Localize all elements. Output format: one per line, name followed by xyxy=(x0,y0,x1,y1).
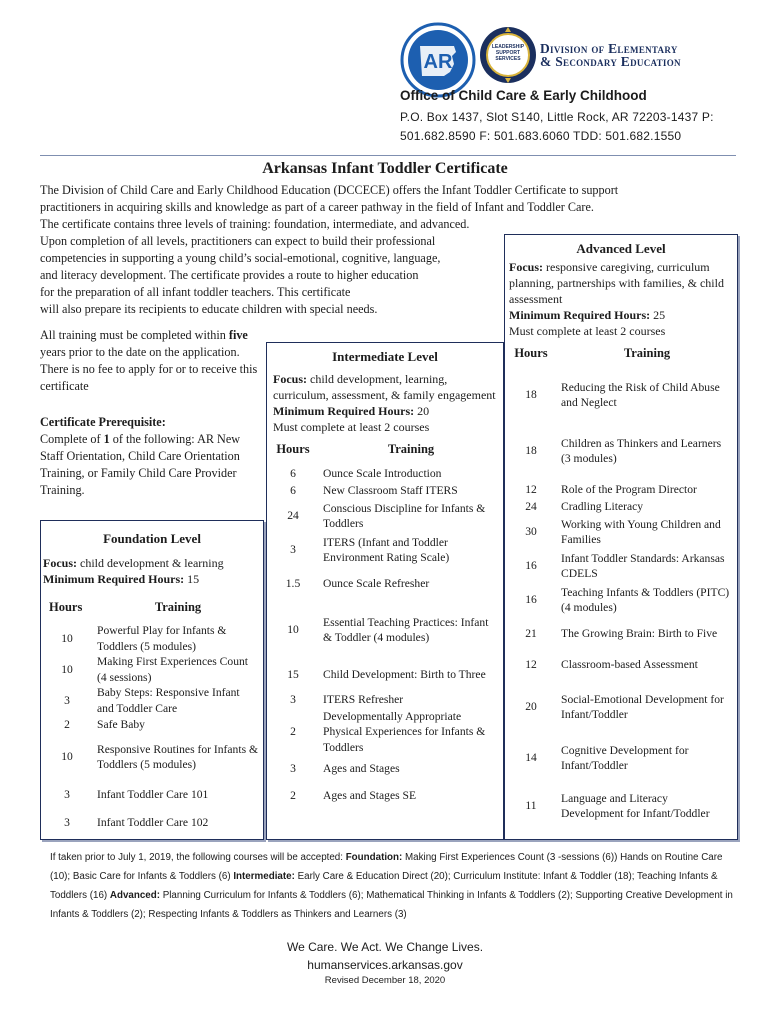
row-hours: 3 xyxy=(290,762,296,776)
table-row xyxy=(41,716,263,733)
prerequisite-count: 1 xyxy=(103,432,110,446)
intermediate-focus xyxy=(267,371,503,403)
table-row xyxy=(41,781,263,809)
intro-line: and literacy development. The certificate provides a route to higher education xyxy=(40,268,419,282)
intermediate-table xyxy=(267,435,503,810)
hours-header: Hours xyxy=(276,442,310,457)
table-row xyxy=(41,809,263,837)
row-hours: 2 xyxy=(290,789,296,803)
table-row xyxy=(505,481,737,498)
table-row xyxy=(505,781,737,831)
table-header-row xyxy=(267,435,503,465)
legacy-courses-footnote xyxy=(50,848,740,924)
row-training: Working with Young Children and Families xyxy=(561,517,721,546)
division-name xyxy=(540,42,681,68)
row-training: Conscious Discipline for Infants & Toddlers xyxy=(323,501,486,530)
division-line-1: Division of Elementary xyxy=(540,41,678,56)
completion-text: All training must be completed within xyxy=(40,328,229,342)
leadership-support-logo xyxy=(478,22,538,88)
table-row xyxy=(505,515,737,549)
row-training: Infant Toddler Care 102 xyxy=(97,816,209,830)
minimum-hours: 20 xyxy=(414,404,430,418)
row-hours: 6 xyxy=(290,483,296,497)
row-training: Powerful Play for Infants & Toddlers (5 modules) xyxy=(97,624,227,653)
prerequisite-heading: Certificate Prerequisite: xyxy=(40,415,166,429)
row-hours: 3 xyxy=(64,788,70,802)
footer-website-link[interactable]: humanservices.arkansas.gov xyxy=(307,958,463,972)
footnote-text: Making First Experiences Count (3 -sessions (6)) Hands on Routine Care (10); Basic Care for Infants & Toddlers (6) xyxy=(50,852,723,882)
intro-line: for the preparation of all infant toddler teachers. This certificate xyxy=(40,285,351,299)
row-training: Ages and Stages xyxy=(323,762,400,776)
intro-line: The Division of Child Care and Early Childhood Education (DCCECE) offers the Infant Toddler Certificate to support xyxy=(40,183,619,197)
training-header: Training xyxy=(623,346,671,361)
row-training: Reducing the Risk of Child Abuse and Neglect xyxy=(561,380,720,409)
focus-label: Focus: xyxy=(43,556,77,570)
row-hours: 1.5 xyxy=(285,577,301,591)
row-hours: 3 xyxy=(64,693,70,707)
table-header-row xyxy=(41,593,263,623)
row-hours: 10 xyxy=(61,750,73,764)
row-hours: 10 xyxy=(287,623,299,637)
minimum-label: Minimum Required Hours: xyxy=(509,308,651,322)
prerequisite-text: Complete of xyxy=(40,432,104,446)
table-row xyxy=(267,659,503,691)
table-row xyxy=(267,756,503,782)
footnote-foundation-label: Foundation: xyxy=(345,852,403,863)
row-training: New Classroom Staff ITERS xyxy=(323,483,458,497)
row-training: Safe Baby xyxy=(97,717,145,731)
table-row xyxy=(267,782,503,810)
row-training: Children as Thinkers and Learners (3 modules) xyxy=(561,436,722,465)
row-training: Infant Toddler Standards: Arkansas CDELS xyxy=(561,551,725,580)
certificate-prerequisite xyxy=(40,414,262,499)
intro-line: practitioners in acquiring skills and knowledge as part of a career pathway in the field of Infant and Toddler Care. xyxy=(40,200,594,214)
office-address: P.O. Box 1437, Slot S140, Little Rock, AR 72203-1437 P: 501.682.8590 F: 501.683.6060 TDD: 501.682.1550 xyxy=(400,110,714,143)
footnote-text: Early Care & Education Direct (20); Curriculum Institute: Infant & Toddler (18); Teaching Infants & Toddlers (16) xyxy=(50,871,718,901)
row-hours: 10 xyxy=(61,662,73,676)
advanced-must-complete: Must complete at least 2 courses xyxy=(509,324,666,338)
row-hours: 24 xyxy=(287,509,299,523)
intermediate-minimum xyxy=(267,403,503,419)
table-row xyxy=(41,685,263,716)
row-training: Essential Teaching Practices: Infant & Toddler (4 modules) xyxy=(323,615,489,644)
row-training: Responsive Routines for Infants & Toddlers (5 modules) xyxy=(97,742,259,771)
table-row xyxy=(505,679,737,735)
row-training: Classroom-based Assessment xyxy=(561,658,698,672)
row-hours: 18 xyxy=(525,444,537,458)
foundation-table xyxy=(41,593,263,837)
row-training: Developmentally Appropriate Physical Experiences for Infants & Toddlers xyxy=(323,709,486,754)
minimum-label: Minimum Required Hours: xyxy=(43,572,185,586)
footnote-intermediate-label: Intermediate: xyxy=(233,871,295,882)
row-training: Social-Emotional Development for Infant/Toddler xyxy=(561,692,724,721)
row-hours: 24 xyxy=(525,499,537,513)
table-row xyxy=(505,549,737,583)
row-hours: 12 xyxy=(525,482,537,496)
page-title: Arkansas Infant Toddler Certificate xyxy=(262,160,508,177)
row-training: ITERS (Infant and Toddler Environment Rating Scale) xyxy=(323,535,450,564)
focus-label: Focus: xyxy=(273,372,307,386)
table-row xyxy=(267,499,503,533)
advanced-minimum xyxy=(505,307,737,323)
focus-text: child development & learning xyxy=(77,556,224,570)
row-training: Cognitive Development for Infant/Toddler xyxy=(561,743,689,772)
foundation-focus xyxy=(41,555,263,571)
row-training: ITERS Refresher xyxy=(323,692,404,706)
arkansas-seal-logo xyxy=(400,22,476,98)
advanced-title: Advanced Level xyxy=(576,241,666,256)
intro-line: competencies in supporting a young child’s social-emotional, cognitive, language, xyxy=(40,251,441,265)
row-hours: 10 xyxy=(61,631,73,645)
intro-line: will also prepare its recipients to educate children with special needs. xyxy=(40,302,378,316)
row-training: Ounce Scale Refresher xyxy=(323,577,430,591)
table-row xyxy=(41,654,263,685)
table-row xyxy=(505,421,737,481)
row-training: Teaching Infants & Toddlers (PITC) (4 modules) xyxy=(561,585,730,614)
row-hours: 30 xyxy=(525,525,537,539)
row-hours: 12 xyxy=(525,658,537,672)
row-hours: 16 xyxy=(525,593,537,607)
advanced-focus xyxy=(505,259,737,307)
footer-revised-date: Revised December 18, 2020 xyxy=(324,975,446,986)
completion-text-2: years prior to the date on the application. There is no fee to apply for or to receive this certificate xyxy=(40,345,258,393)
header-divider xyxy=(40,155,736,156)
focus-label: Focus: xyxy=(509,260,543,274)
row-training: Language and Literacy Development for Infant/Toddler xyxy=(561,791,710,820)
table-row xyxy=(505,369,737,421)
footnote-text: Planning Curriculum for Infants & Toddlers (6); Mathematical Thinking in Infants & Toddlers (2); Supporting Creative Development in Infants & Toddlers (2); Respecting Infants & Toddlers as Thinkers and Learners (3) xyxy=(50,890,733,920)
intermediate-must-complete: Must complete at least 2 courses xyxy=(273,420,430,434)
prerequisite-text-2: of the following: AR New Staff Orientation, Child Care Orientation Training, or Family Child Care Provider Training. xyxy=(40,432,241,497)
minimum-hours: 25 xyxy=(650,308,666,322)
row-hours: 2 xyxy=(64,717,70,731)
row-hours: 15 xyxy=(287,668,299,682)
hours-header: Hours xyxy=(514,346,548,361)
row-training: Making First Experiences Count (4 sessions) xyxy=(97,655,249,684)
row-training: Ages and Stages SE xyxy=(323,789,417,803)
row-hours: 21 xyxy=(525,627,537,641)
footer-tagline: We Care. We Act. We Change Lives. xyxy=(286,940,484,954)
table-row xyxy=(505,735,737,781)
logo-ls-text: LEADERSHIP SUPPORT SERVICES xyxy=(491,44,525,62)
table-row xyxy=(505,498,737,515)
row-hours: 14 xyxy=(525,751,537,765)
row-training: Cradling Literacy xyxy=(561,499,644,513)
completion-requirement xyxy=(40,327,262,395)
intermediate-title: Intermediate Level xyxy=(332,349,438,364)
table-row xyxy=(41,733,263,781)
table-row xyxy=(267,567,503,601)
row-training: Child Development: Birth to Three xyxy=(323,668,486,682)
minimum-label: Minimum Required Hours: xyxy=(273,404,415,418)
foundation-title: Foundation Level xyxy=(103,531,201,546)
row-training: Ounce Scale Introduction xyxy=(323,466,442,480)
table-row xyxy=(505,651,737,679)
row-hours: 3 xyxy=(64,816,70,830)
advanced-level-box xyxy=(504,234,738,840)
table-row xyxy=(267,533,503,567)
intermediate-level-box xyxy=(266,342,504,840)
foundation-level-box xyxy=(40,520,264,840)
table-row xyxy=(267,708,503,756)
table-row xyxy=(267,465,503,482)
table-row xyxy=(505,617,737,651)
logo-ar-text: AR xyxy=(423,51,453,73)
footnote-text: If taken prior to July 1, 2019, the following courses will be accepted: xyxy=(50,852,346,863)
division-line-2: & Secondary Education xyxy=(540,54,681,69)
row-training: Role of the Program Director xyxy=(561,482,697,496)
training-header: Training xyxy=(154,600,202,615)
advanced-table xyxy=(505,339,737,831)
training-header: Training xyxy=(387,442,435,457)
table-row xyxy=(41,623,263,654)
intro-line: Upon completion of all levels, practitioners can expect to build their professional xyxy=(40,234,436,248)
table-row xyxy=(267,601,503,659)
footer xyxy=(0,938,770,988)
completion-years: five xyxy=(228,328,248,342)
table-row xyxy=(505,583,737,617)
footnote-advanced-label: Advanced: xyxy=(109,890,160,901)
row-hours: 6 xyxy=(290,466,296,480)
table-row xyxy=(267,482,503,499)
row-training: The Growing Brain: Birth to Five xyxy=(561,627,718,641)
row-hours: 18 xyxy=(525,388,537,402)
table-header-row xyxy=(505,339,737,369)
row-hours: 3 xyxy=(290,543,296,557)
row-hours: 2 xyxy=(290,725,296,739)
minimum-hours: 15 xyxy=(184,572,200,586)
row-hours: 16 xyxy=(525,559,537,573)
office-title: Office of Child Care & Early Childhood xyxy=(400,88,647,103)
intro-line: The certificate contains three levels of training: foundation, intermediate, and advanced. xyxy=(40,217,470,231)
row-training: Infant Toddler Care 101 xyxy=(97,788,209,802)
hours-header: Hours xyxy=(49,600,83,615)
row-hours: 20 xyxy=(525,700,537,714)
focus-text: responsive caregiving, curriculum planning, partnerships with families, & child assessment xyxy=(509,260,724,306)
table-row xyxy=(267,691,503,708)
row-hours: 11 xyxy=(525,799,537,813)
focus-text: child development, learning, curriculum, assessment, & family engagement xyxy=(273,372,496,402)
row-hours: 3 xyxy=(290,692,296,706)
foundation-minimum xyxy=(41,571,263,587)
row-training: Baby Steps: Responsive Infant and Toddler Care xyxy=(97,686,240,715)
